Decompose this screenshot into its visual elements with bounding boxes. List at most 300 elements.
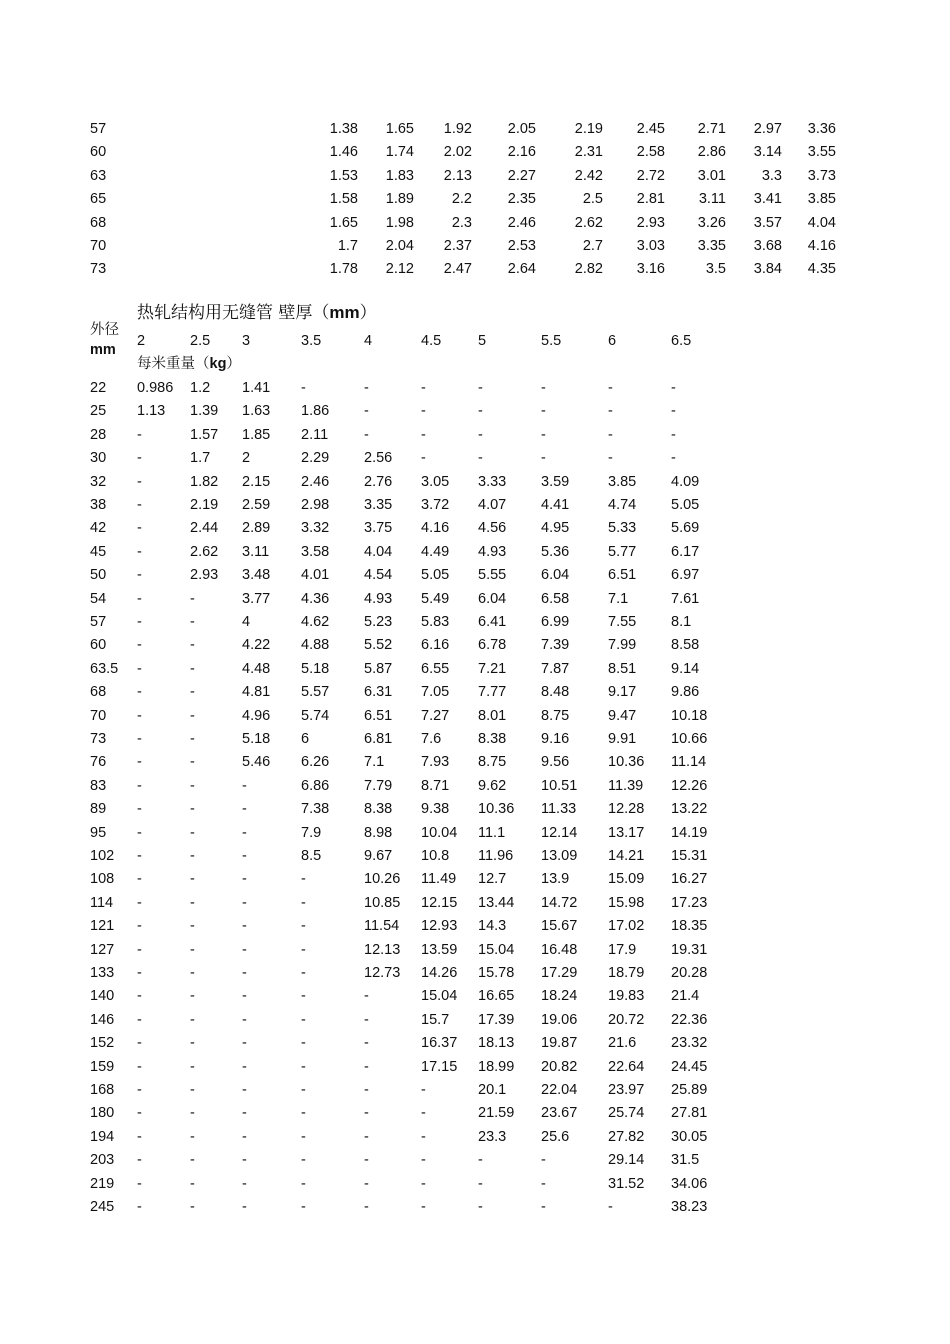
main-row-cell: 10.26 [364,871,401,887]
main-row-cell: - [671,403,676,419]
title-close: ） [359,303,377,323]
top-row-cell: 3.26 [697,215,726,231]
main-row-cell: 23.32 [671,1035,708,1051]
top-row-cell: 2.05 [507,121,536,137]
main-row-cell: - [541,427,546,443]
main-row-cell: - [137,614,142,630]
main-row-cell: 6 [301,731,310,747]
main-row-cell: - [364,1199,369,1215]
main-row-cell: - [190,754,195,770]
main-row-cell: - [137,637,142,653]
top-row-cell: 3.36 [807,121,836,137]
main-row-cell: - [421,1105,426,1121]
main-row-cell: 18.79 [608,965,645,981]
main-row-cell: 2.89 [242,520,271,536]
main-row-cell: - [301,1199,306,1215]
main-row-cell: - [421,1199,426,1215]
main-row-cell: 2.11 [301,427,329,443]
main-row-cell: 14.72 [541,895,578,911]
main-row-cell: - [421,450,426,466]
main-row-cell: 9.47 [608,708,637,724]
main-row-cell: 6.58 [541,591,570,607]
main-row-cell: - [137,567,142,583]
top-row-od: 70 [90,238,107,254]
top-row-cell: 1.7 [337,238,358,254]
main-row-cell: 22.36 [671,1012,708,1028]
main-row-cell: 7.99 [608,637,637,653]
main-row-cell: 27.81 [671,1105,708,1121]
main-row-cell: 2.29 [301,450,330,466]
main-row-cell: 16.65 [478,988,515,1004]
main-row-od: 146 [90,1012,115,1028]
main-row-cell: - [137,1105,142,1121]
main-row-cell: - [190,684,195,700]
main-row-od: 25 [90,403,107,419]
main-row-cell: - [190,1152,195,1168]
main-row-cell: - [137,684,142,700]
main-row-cell: 16.27 [671,871,708,887]
main-row-cell: 7.9 [301,825,322,841]
main-row-cell: - [421,380,426,396]
main-row-cell: 15.04 [421,988,458,1004]
main-row-cell: - [190,1105,195,1121]
top-row-cell: 2.35 [507,191,536,207]
main-row-cell: 12.28 [608,801,645,817]
top-row-cell: 1.74 [385,144,414,160]
top-row-cell: 3.03 [636,238,665,254]
main-row-cell: 13.17 [608,825,645,841]
top-row-cell: 4.16 [807,238,836,254]
main-row-cell: 4.22 [242,637,271,653]
main-row-cell: - [301,1082,306,1098]
main-row-cell: 30.05 [671,1129,708,1145]
top-row-cell: 1.58 [329,191,358,207]
main-row-cell: 11.54 [364,918,400,934]
main-row-cell: 1.41 [242,380,271,396]
main-row-cell: 12.73 [364,965,401,981]
main-row-cell: 4.48 [242,661,271,677]
main-row-cell: - [242,942,247,958]
top-row-cell: 2.97 [753,121,782,137]
main-row-cell: 31.52 [608,1176,645,1192]
main-row-cell: 18.24 [541,988,578,1004]
main-row-cell: 4.01 [301,567,330,583]
main-row-cell: 4.54 [364,567,393,583]
main-row-cell: 18.13 [478,1035,515,1051]
main-row-cell: 4.93 [364,591,393,607]
od-label: 外径 [90,322,119,338]
main-row-cell: 2.46 [301,474,330,490]
top-row-cell: 2.86 [697,144,726,160]
main-row-cell: 34.06 [671,1176,708,1192]
main-row-cell: 3.72 [421,497,450,513]
main-row-cell: 16.37 [421,1035,458,1051]
main-row-cell: 4.81 [242,684,271,700]
main-row-cell: 17.29 [541,965,578,981]
top-row-cell: 2.47 [443,261,472,277]
top-row-cell: 2.27 [507,168,536,184]
main-row-cell: 17.9 [608,942,637,958]
main-row-cell: 19.87 [541,1035,578,1051]
main-row-cell: 10.85 [364,895,401,911]
top-row-cell: 2.12 [385,261,414,277]
main-row-cell: - [190,848,195,864]
main-row-cell: 5.83 [421,614,450,630]
main-row-cell: - [242,1129,247,1145]
main-row-cell: 14.21 [608,848,645,864]
main-row-cell: 15.31 [671,848,708,864]
top-row-cell: 2.81 [636,191,665,207]
main-row-cell: - [608,1199,613,1215]
main-row-cell: 9.62 [478,778,507,794]
main-row-cell: - [301,1176,306,1192]
main-row-cell: 1.82 [190,474,219,490]
main-row-cell: - [242,1059,247,1075]
main-row-cell: 23.3 [478,1129,507,1145]
top-row-cell: 2.45 [636,121,665,137]
main-row-cell: - [364,988,369,1004]
main-row-cell: 1.7 [190,450,211,466]
top-row-od: 68 [90,215,107,231]
main-row-cell: - [608,427,613,443]
main-row-cell: 5.52 [364,637,393,653]
top-row-cell: 2.7 [582,238,603,254]
main-row-cell: - [478,1176,483,1192]
main-row-cell: 5.23 [364,614,393,630]
main-row-cell: 9.16 [541,731,570,747]
main-row-cell: 5.74 [301,708,330,724]
main-row-cell: 6.81 [364,731,393,747]
main-row-cell: - [137,1176,142,1192]
thickness-header: 3 [242,333,251,349]
weight-label-close: ） [226,356,241,372]
main-row-cell: 1.2 [190,380,211,396]
main-row-cell: 38.23 [671,1199,708,1215]
top-row-od: 73 [90,261,107,277]
main-row-cell: - [137,1035,142,1051]
main-row-cell: 5.46 [242,754,271,770]
main-row-cell: - [137,895,142,911]
main-row-od: 203 [90,1152,115,1168]
main-row-od: 245 [90,1199,115,1215]
main-row-cell: - [137,942,142,958]
weight-label-text: 每米重量（ [137,356,210,372]
top-row-cell: 2.46 [507,215,536,231]
main-row-cell: 3.33 [478,474,507,490]
main-row-cell: - [137,1082,142,1098]
top-row-cell: 3.73 [807,168,836,184]
main-row-od: 152 [90,1035,115,1051]
main-row-cell: 7.77 [478,684,507,700]
main-row-cell: - [478,1199,483,1215]
main-row-cell: 7.27 [421,708,450,724]
main-row-cell: 6.86 [301,778,330,794]
main-row-cell: - [190,614,195,630]
main-row-od: 63.5 [90,661,119,677]
main-row-cell: 5.55 [478,567,507,583]
main-row-cell: - [301,1012,306,1028]
main-row-cell: 9.38 [421,801,450,817]
main-row-cell: - [301,380,306,396]
thickness-header: 4.5 [421,333,442,349]
top-row-cell: 2.31 [574,144,603,160]
main-row-cell: 5.18 [242,731,271,747]
top-row-cell: 3.16 [636,261,665,277]
main-row-cell: - [242,1012,247,1028]
top-row-cell: 2.19 [574,121,603,137]
main-table-title [137,304,377,322]
main-row-od: 194 [90,1129,115,1145]
main-row-cell: 17.23 [671,895,708,911]
main-row-cell: - [190,637,195,653]
main-row-cell: 7.6 [421,731,442,747]
top-row-cell: 2.62 [574,215,603,231]
main-row-cell: - [301,1129,306,1145]
main-row-cell: 12.7 [478,871,507,887]
main-row-cell: - [137,965,142,981]
main-row-cell: 8.01 [478,708,507,724]
main-row-cell: 6.04 [478,591,507,607]
main-row-cell: 10.51 [541,778,578,794]
main-row-cell: 11.14 [671,754,707,770]
main-row-od: 76 [90,754,107,770]
main-row-cell: 7.87 [541,661,570,677]
main-row-cell: 13.9 [541,871,570,887]
top-row-cell: 3.5 [705,261,726,277]
top-row-cell: 2.64 [507,261,536,277]
main-row-cell: 5.57 [301,684,330,700]
main-row-cell: - [242,1035,247,1051]
main-row-cell: 6.97 [671,567,700,583]
main-row-cell: 4.49 [421,544,450,560]
main-row-cell: 10.36 [608,754,645,770]
main-row-cell: 9.56 [541,754,570,770]
main-row-cell: - [301,942,306,958]
main-row-cell: - [301,871,306,887]
top-row-cell: 2.71 [697,121,726,137]
main-row-cell: - [190,1176,195,1192]
main-row-cell: 19.83 [608,988,645,1004]
top-row-cell: 1.83 [385,168,414,184]
main-row-cell: 3.11 [242,544,270,560]
main-row-cell: 9.86 [671,684,700,700]
main-row-cell: - [190,895,195,911]
main-row-cell: - [137,1129,142,1145]
main-row-cell: 24.45 [671,1059,708,1075]
main-row-cell: - [478,403,483,419]
main-row-cell: - [137,825,142,841]
main-row-cell: - [190,1059,195,1075]
main-row-cell: 6.17 [671,544,700,560]
main-row-cell: 14.3 [478,918,507,934]
main-row-cell: 25.74 [608,1105,645,1121]
main-row-od: 219 [90,1176,115,1192]
top-row-cell: 1.78 [329,261,358,277]
main-row-cell: - [364,380,369,396]
main-row-cell: - [242,778,247,794]
main-row-cell: 12.93 [421,918,458,934]
main-row-cell: 14.19 [671,825,708,841]
main-row-cell: 7.38 [301,801,330,817]
main-row-od: 108 [90,871,115,887]
main-row-cell: 8.75 [478,754,507,770]
main-row-cell: - [671,380,676,396]
top-row-cell: 3.14 [753,144,782,160]
main-row-cell: 2.76 [364,474,393,490]
main-row-cell: 2.93 [190,567,219,583]
main-row-cell: 18.99 [478,1059,515,1075]
main-row-cell: 12.26 [671,778,708,794]
main-row-cell: 16.48 [541,942,578,958]
main-row-od: 159 [90,1059,115,1075]
top-row-cell: 2.2 [451,191,472,207]
main-row-od: 89 [90,801,107,817]
main-row-cell: 5.18 [301,661,330,677]
main-row-cell: - [137,871,142,887]
main-row-cell: 4.07 [478,497,507,513]
main-row-cell: 7.05 [421,684,450,700]
main-row-cell: - [301,1105,306,1121]
top-row-cell: 2.3 [451,215,472,231]
main-row-cell: 7.1 [608,591,629,607]
main-row-od: 121 [90,918,115,934]
main-row-cell: 3.48 [242,567,271,583]
main-row-cell: 25.6 [541,1129,570,1145]
top-row-cell: 2.37 [443,238,472,254]
main-row-cell: 1.85 [242,427,271,443]
main-row-cell: - [190,1129,195,1145]
main-row-cell: 21.59 [478,1105,515,1121]
main-row-cell: 5.69 [671,520,700,536]
main-row-cell: - [242,918,247,934]
main-row-cell: - [137,988,142,1004]
main-row-cell: - [301,1059,306,1075]
main-row-cell: - [421,1129,426,1145]
main-row-cell: 7.21 [478,661,507,677]
main-row-cell: - [301,918,306,934]
top-row-cell: 2.58 [636,144,665,160]
main-row-cell: - [137,1059,142,1075]
main-row-cell: - [137,520,142,536]
main-row-cell: - [421,1152,426,1168]
main-row-cell: 6.51 [364,708,393,724]
main-row-cell: 4.56 [478,520,507,536]
main-row-cell: 17.39 [478,1012,515,1028]
top-row-od: 57 [90,121,107,137]
main-row-od: 114 [90,895,114,911]
main-row-cell: - [364,1082,369,1098]
main-row-cell: - [190,965,195,981]
main-row-cell: 1.39 [190,403,219,419]
main-row-od: 60 [90,637,107,653]
main-row-cell: 22.64 [608,1059,645,1075]
main-row-cell: - [242,1199,247,1215]
main-row-cell: 7.55 [608,614,637,630]
main-row-cell: - [541,450,546,466]
main-row-cell: 2 [242,450,251,466]
main-row-cell: 23.97 [608,1082,645,1098]
main-row-cell: - [364,1105,369,1121]
main-row-od: 73 [90,731,107,747]
weight-label [137,355,241,373]
main-row-cell: - [137,754,142,770]
top-row-od: 60 [90,144,107,160]
main-row-cell: - [364,1129,369,1145]
main-row-od: 57 [90,614,107,630]
main-row-cell: - [541,1176,546,1192]
top-row-cell: 3.55 [807,144,836,160]
main-row-cell: 9.67 [364,848,393,864]
top-row-cell: 1.92 [443,121,472,137]
main-row-cell: - [242,848,247,864]
main-row-cell: 6.16 [421,637,450,653]
main-row-cell: 10.36 [478,801,515,817]
main-row-cell: - [190,1012,195,1028]
main-row-cell: 5.36 [541,544,570,560]
main-row-od: 54 [90,591,107,607]
main-row-cell: - [190,731,195,747]
main-row-cell: - [364,1035,369,1051]
main-row-cell: 22.04 [541,1082,578,1098]
main-row-cell: - [364,427,369,443]
main-row-cell: - [242,801,247,817]
main-row-cell: 7.93 [421,754,450,770]
main-row-cell: - [242,1082,247,1098]
top-row-cell: 3.68 [753,238,782,254]
main-row-cell: - [190,1199,195,1215]
od-unit-label: mm [90,342,116,358]
main-row-cell: 10.04 [421,825,458,841]
main-row-cell: 12.13 [364,942,401,958]
main-row-cell: - [301,1152,306,1168]
top-row-cell: 3.57 [753,215,782,231]
main-row-cell: 18.35 [671,918,708,934]
main-row-cell: 0.986 [137,380,174,396]
main-row-cell: 8.58 [671,637,700,653]
thickness-header: 6.5 [671,333,692,349]
top-row-od: 63 [90,168,107,184]
main-row-cell: - [478,1152,483,1168]
main-row-cell: - [421,1176,426,1192]
title-text: 热轧结构用无缝管 壁厚（ [137,303,330,323]
main-row-od: 32 [90,474,107,490]
main-row-cell: 15.09 [608,871,645,887]
main-row-cell: 13.59 [421,942,458,958]
main-row-cell: 13.44 [478,895,515,911]
main-row-cell: - [190,591,195,607]
main-row-cell: 20.72 [608,1012,645,1028]
thickness-header: 3.5 [301,333,322,349]
main-row-cell: - [137,591,142,607]
main-row-cell: 5.05 [421,567,450,583]
main-row-cell: - [478,427,483,443]
main-row-cell: - [671,427,676,443]
main-row-cell: - [608,380,613,396]
top-row-cell: 1.98 [385,215,414,231]
main-row-cell: 13.09 [541,848,578,864]
top-row-cell: 2.72 [636,168,665,184]
top-row-cell: 3.3 [761,168,782,184]
main-row-cell: - [478,450,483,466]
main-row-cell: - [137,848,142,864]
main-row-cell: - [190,708,195,724]
main-row-cell: 6.99 [541,614,570,630]
top-row-cell: 1.89 [385,191,414,207]
top-row-cell: 3.11 [698,191,726,207]
main-row-cell: 3.05 [421,474,450,490]
top-row-cell: 2.53 [507,238,536,254]
main-row-cell: - [364,1152,369,1168]
